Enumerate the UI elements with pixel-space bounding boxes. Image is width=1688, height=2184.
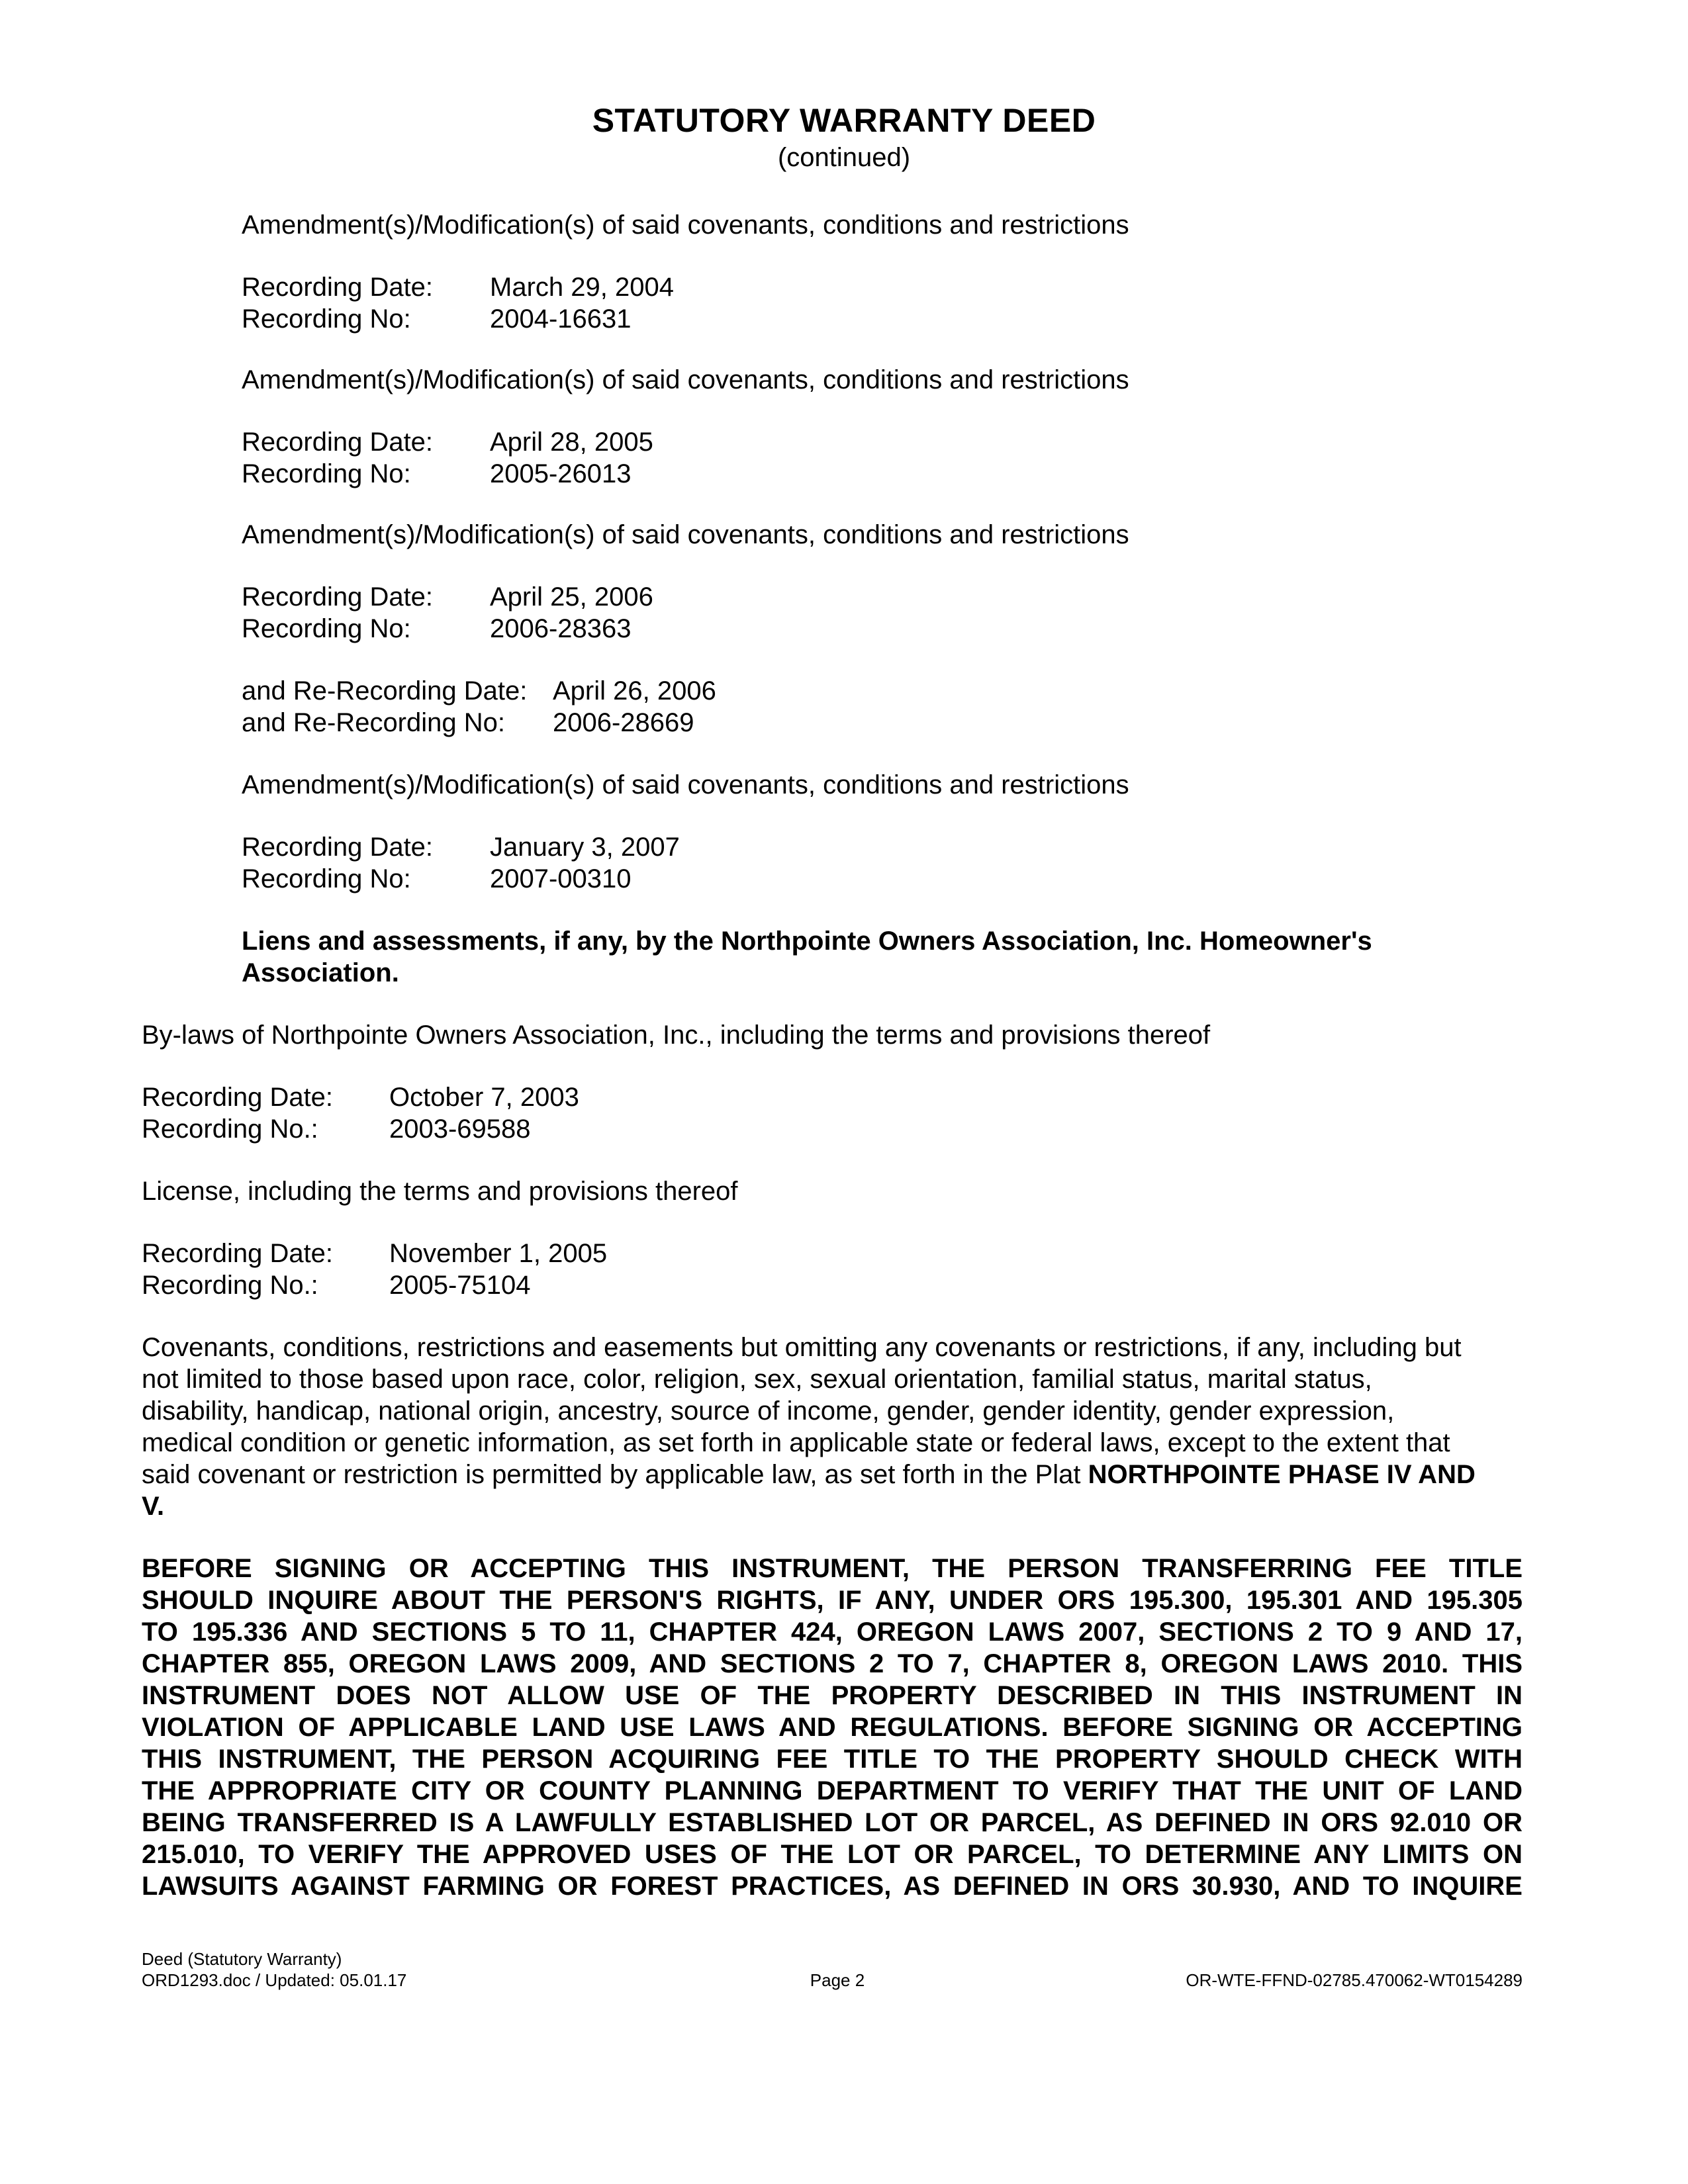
document-title: STATUTORY WARRANTY DEED	[592, 102, 1096, 139]
document-subtitle: (continued)	[777, 143, 911, 172]
notice-line: INSTRUMENT DOES NOT ALLOW USE OF THE PROPERTY DESCRIBED IN THIS INSTRUMENT IN	[142, 1681, 1523, 1710]
recording-no-value: 2005-26013	[490, 459, 632, 488]
covenants-line: disability, handicap, national origin, ancestry, source of income, gender, gender identity, gender expression,	[142, 1396, 1395, 1426]
license-heading: License, including the terms and provisions thereof	[142, 1177, 738, 1206]
covenants-plain: said covenant or restriction is permitted by applicable law, as set forth in the Plat	[142, 1460, 1088, 1489]
recording-date-value: April 28, 2005	[490, 428, 653, 457]
recording-no-value: 2003-69588	[389, 1115, 531, 1144]
recording-date-label: Recording Date:	[242, 833, 434, 862]
recording-no-label: Recording No.:	[142, 1271, 318, 1300]
recording-date-label: Recording Date:	[142, 1083, 334, 1112]
liens-line: Association.	[242, 958, 399, 987]
recording-no-value: 2006-28363	[490, 614, 632, 643]
recording-no-value: 2007-00310	[490, 864, 632, 893]
amendment-heading: Amendment(s)/Modification(s) of said covenants, conditions and restrictions	[242, 365, 1129, 394]
footer-order-ref: OR-WTE-FFND-02785.470062-WT0154289	[1186, 1970, 1523, 1990]
footer-doc-file: ORD1293.doc / Updated: 05.01.17	[142, 1970, 407, 1990]
amendment-heading: Amendment(s)/Modification(s) of said covenants, conditions and restrictions	[242, 770, 1129, 799]
covenants-line	[142, 1459, 1476, 1490]
bylaws-heading: By-laws of Northpointe Owners Association, Inc., including the terms and provisions thereof	[142, 1021, 1211, 1050]
rerecording-no-value: 2006-28669	[553, 708, 694, 737]
notice-line: VIOLATION OF APPLICABLE LAND USE LAWS AND REGULATIONS. BEFORE SIGNING OR ACCEPTING	[142, 1713, 1523, 1742]
recording-no-value: 2004-16631	[490, 304, 632, 334]
notice-line: LAWSUITS AGAINST FARMING OR FOREST PRACTICES, AS DEFINED IN ORS 30.930, AND TO INQUIRE	[142, 1872, 1523, 1901]
recording-no-label: Recording No:	[242, 304, 411, 334]
notice-line: THE APPROPRIATE CITY OR COUNTY PLANNING DEPARTMENT TO VERIFY THAT THE UNIT OF LAND	[142, 1776, 1523, 1805]
covenants-line: Covenants, conditions, restrictions and easements but omitting any covenants or restrictions, if any, including but	[142, 1333, 1462, 1362]
notice-line: THIS INSTRUMENT, THE PERSON ACQUIRING FEE TITLE TO THE PROPERTY SHOULD CHECK WITH	[142, 1745, 1523, 1774]
plat-name: NORTHPOINTE PHASE IV AND	[1088, 1460, 1476, 1489]
notice-line: 215.010, TO VERIFY THE APPROVED USES OF THE LOT OR PARCEL, TO DETERMINE ANY LIMITS ON	[142, 1840, 1523, 1869]
plat-name-tail: V.	[142, 1492, 165, 1521]
notice-line: CHAPTER 855, OREGON LAWS 2009, AND SECTIONS 2 TO 7, CHAPTER 8, OREGON LAWS 2010. THIS	[142, 1649, 1523, 1678]
covenants-line: not limited to those based upon race, color, religion, sex, sexual orientation, familial status, marital status,	[142, 1365, 1372, 1394]
recording-date-value: January 3, 2007	[490, 833, 680, 862]
rerecording-date-value: April 26, 2006	[553, 676, 716, 705]
recording-date-label: Recording Date:	[242, 273, 434, 302]
rerecording-date-label: and Re-Recording Date:	[242, 676, 528, 705]
footer-page-number: Page 2	[810, 1970, 865, 1990]
recording-no-label: Recording No:	[242, 864, 411, 893]
recording-date-value: March 29, 2004	[490, 273, 674, 302]
amendment-heading: Amendment(s)/Modification(s) of said covenants, conditions and restrictions	[242, 210, 1129, 240]
recording-date-value: October 7, 2003	[389, 1083, 579, 1112]
rerecording-no-label: and Re-Recording No:	[242, 708, 505, 737]
notice-line: SHOULD INQUIRE ABOUT THE PERSON'S RIGHTS, IF ANY, UNDER ORS 195.300, 195.301 AND 195.305	[142, 1586, 1523, 1615]
notice-line: BEING TRANSFERRED IS A LAWFULLY ESTABLISHED LOT OR PARCEL, AS DEFINED IN ORS 92.010 OR	[142, 1808, 1523, 1837]
recording-date-label: Recording Date:	[242, 428, 434, 457]
recording-no-label: Recording No.:	[142, 1115, 318, 1144]
recording-no-label: Recording No:	[242, 459, 411, 488]
recording-date-value: April 25, 2006	[490, 582, 653, 612]
notice-line: TO 195.336 AND SECTIONS 5 TO 11, CHAPTER 424, OREGON LAWS 2007, SECTIONS 2 TO 9 AND 17,	[142, 1617, 1523, 1647]
recording-date-label: Recording Date:	[242, 582, 434, 612]
footer-doc-type: Deed (Statutory Warranty)	[142, 1949, 342, 1969]
recording-no-label: Recording No:	[242, 614, 411, 643]
covenants-line: medical condition or genetic information, as set forth in applicable state or federal laws, except to the extent that	[142, 1428, 1450, 1457]
amendment-heading: Amendment(s)/Modification(s) of said covenants, conditions and restrictions	[242, 520, 1129, 549]
recording-date-label: Recording Date:	[142, 1239, 334, 1268]
liens-line: Liens and assessments, if any, by the Northpointe Owners Association, Inc. Homeowner's	[242, 927, 1372, 956]
recording-no-value: 2005-75104	[389, 1271, 531, 1300]
notice-line: BEFORE SIGNING OR ACCEPTING THIS INSTRUMENT, THE PERSON TRANSFERRING FEE TITLE	[142, 1554, 1523, 1583]
recording-date-value: November 1, 2005	[389, 1239, 608, 1268]
